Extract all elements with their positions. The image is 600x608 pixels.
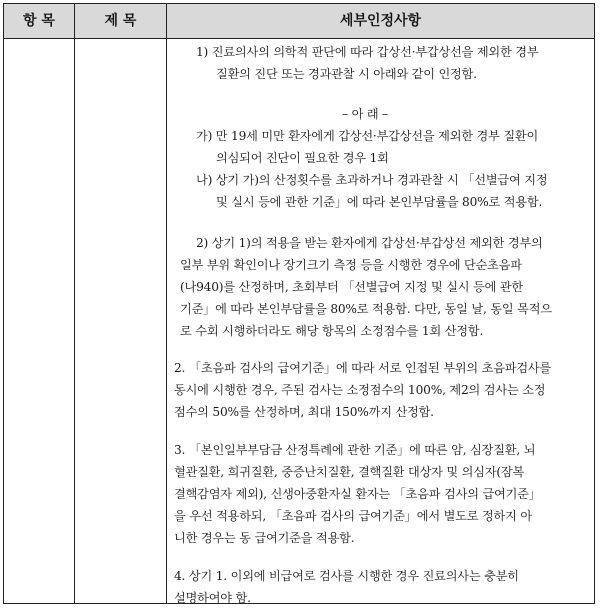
header-details: 세부인정사항: [339, 13, 422, 29]
paragraph-line: 혈관질환, 희귀질환, 중증난치질환, 결핵질환 대상자 및 의심자(잠복: [174, 465, 525, 479]
paragraph-line: 2) 상기 1)의 적용을 받는 환자에게 갑상선·부갑상선 제외한 경부의: [196, 236, 543, 250]
paragraph-line: 나) 상기 가)의 산정횟수를 초과하거나 경과관찰 시 「선별급여 지정: [196, 173, 548, 187]
column-divider: [166, 4, 167, 603]
paragraph-line: 1) 진료의사의 의학적 판단에 따라 갑상선·부갑상선을 제외한 경부: [196, 45, 539, 59]
paragraph-line: 점수의 50%를 산정하며, 최대 150%까지 산정함.: [174, 405, 434, 419]
paragraph-line: 결핵감염자 제외), 신생아중환자실 환자는 「초음파 검사의 급여기준」: [174, 487, 541, 501]
paragraph-line: 의심되어 진단이 필요한 경우 1회: [216, 151, 389, 165]
below-heading: – 아 래 –: [342, 107, 388, 121]
paragraph-line: 및 실시 등에 관한 기준」에 따라 본인부담률을 80%로 적용함.: [216, 195, 543, 209]
paragraph-line: 일부 부위 확인이나 장기크기 측정 등을 시행한 경우에 단순초음파: [180, 258, 522, 272]
details-cell: [168, 38, 594, 603]
criteria-table: [3, 3, 595, 604]
paragraph-line: 로 수회 시행하더라도 해당 항목의 소정점수를 1회 산정함.: [180, 324, 484, 338]
paragraph-line: 질환의 진단 또는 경과관찰 시 아래와 같이 인정함.: [216, 67, 477, 81]
paragraph-line: 설명하여야 함.: [174, 591, 251, 605]
paragraph-line: 기준」에 따라 본인부담률을 80%로 적용함. 다만, 동일 날, 동일 목적으: [180, 302, 552, 316]
column-divider: [74, 4, 75, 603]
paragraph-line: 2. 「초음파 검사의 급여기준」에 따라 서로 인접된 부위의 초음파검사를: [174, 361, 552, 375]
paragraph-line: 3. 「본인일부부담금 산정특례에 관한 기준」에 따른 암, 심장질환, 뇌: [174, 443, 536, 457]
paragraph-line: 동시에 시행한 경우, 주된 검사는 소정점수의 100%, 제2의 검사는 소정: [174, 383, 546, 397]
paragraph-line: 가) 만 19세 미만 환자에게 갑상선·부갑상선을 제외한 경부 질환이: [196, 129, 539, 143]
paragraph-line: 니한 경우는 동 급여기준을 적용함.: [174, 531, 355, 545]
paragraph-line: 4. 상기 1. 이외에 비급여로 검사를 시행한 경우 진료의사는 충분히: [174, 569, 519, 583]
paragraph-line: (나940)를 산정하며, 초회부터 「선별급여 지정 및 실시 등에 관한: [180, 280, 524, 294]
header-title: 제 목: [104, 13, 137, 29]
paragraph-line: 을 우선 적용하되, 「초음파 검사의 급여기준」에서 별도로 정하지 아: [174, 509, 532, 523]
header-item: 항 목: [23, 13, 55, 29]
